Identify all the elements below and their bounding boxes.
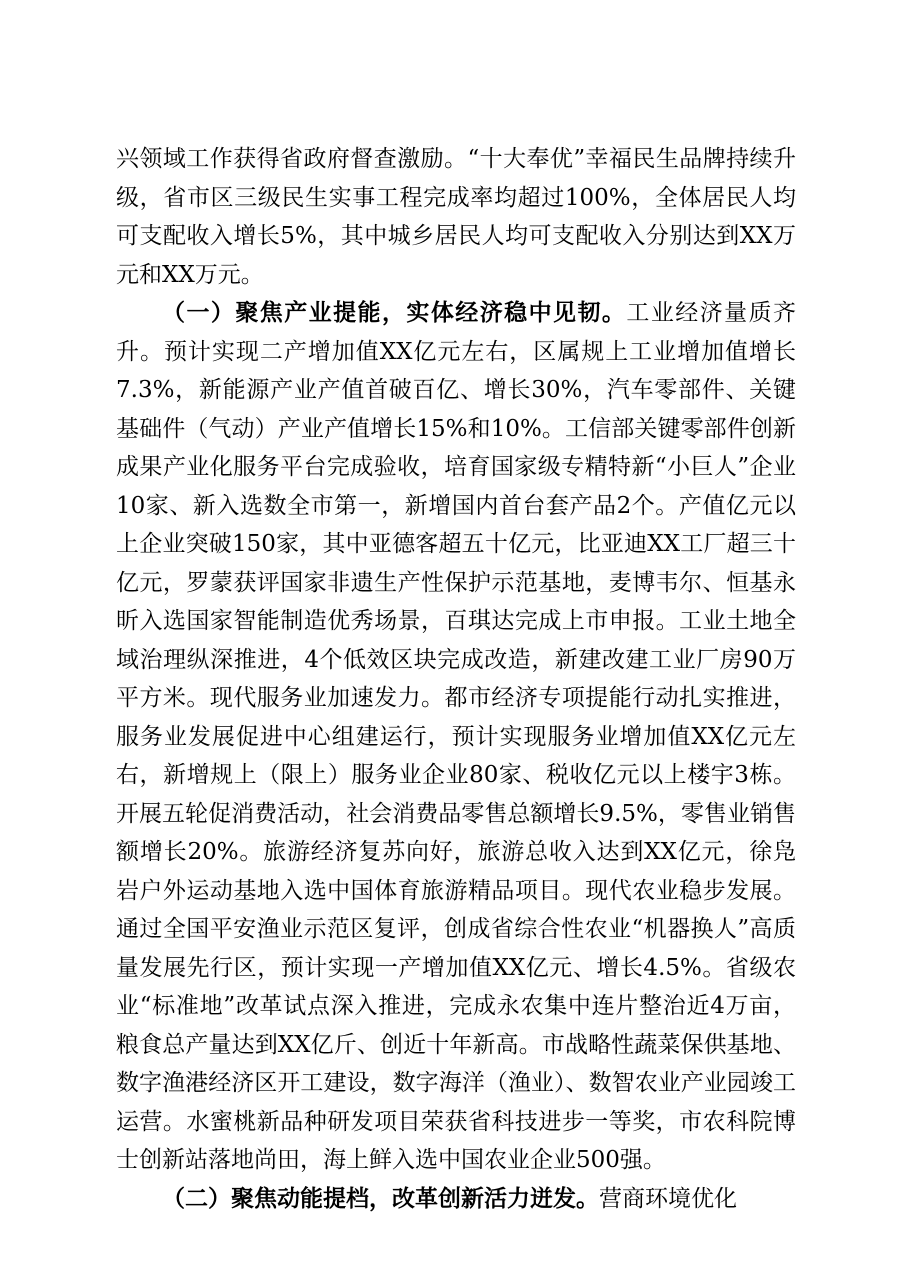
paragraph-text: 营商环境优化 (599, 1185, 737, 1212)
paragraph-section-two (116, 1180, 796, 1219)
document-body (116, 140, 796, 1218)
paragraph-continuation (116, 140, 796, 294)
paragraph-text: 兴领域工作获得省政府督查激励。“十大奉优”幸福民生品牌持续升级，省市区三级民生实事工程完成率均超过100%，全体居民人均可支配收入增长5%，其中城乡居民人均可支配收入分别达到XX万元和XX万元。 (116, 146, 796, 288)
section-heading-one: （一）聚焦产业提能，实体经济稳中见韧。 (162, 299, 627, 326)
section-heading-two: （二）聚焦动能提档，改革创新活力迸发。 (162, 1184, 599, 1212)
paragraph-section-one (116, 294, 796, 1180)
paragraph-text: 工业经济量质齐升。预计实现二产增加值XX亿元左右，区属规上工业增加值增长7.3%，新能源产业产值首破百亿、增长30%，汽车零部件、关键基础件（气动）产业产值增长15%和10%。工信部关键零部件创新成果产业化服务平台完成验收，培育国家级专精特新“小巨人”企业10家、新入选数全市第一，新增国内首台套产品2个。产值亿元以上企业突破150家，其中亚德客超五十亿元，比亚迪XX工厂超三十亿元，罗蒙获评国家非遗生产性保护示范基地，麦博韦尔、恒基永昕入选国家智能制造优秀场景，百琪达完成上市申报。工业土地全域治理纵深推进，4个低效区块完成改造，新建改建工业厂房90万平方米。现代服务业加速发力。都市经济专项提能行动扎实推进，服务业发展促进中心组建运行，预计实现服务业增加值XX亿元左右，新增规上（限上）服务业企业80家、税收亿元以上楼宇3栋。开展五轮促消费活动，社会消费品零售总额增长9.5%，零售业销售额增长20%。旅游经济复苏向好，旅游总收入达到XX亿元，徐凫岩户外运动基地入选中国体育旅游精品项目。现代农业稳步发展。通过全国平安渔业示范区复评，创成省综合性农业“机器换人”高质量发展先行区，预计实现一产增加值XX亿元、增长4.5%。省级农业“标准地”改革试点深入推进，完成永农集中连片整治近4万亩，粮食总产量达到XX亿斤、创近十年新高。市战略性蔬菜保供基地、数字渔港经济区开工建设，数字海洋（渔业）、数智农业产业园竣工运营。水蜜桃新品种研发项目荣获省科技进步一等奖，市农科院博士创新站落地尚田，海上鲜入选中国农业企业500强。 (116, 300, 797, 1173)
